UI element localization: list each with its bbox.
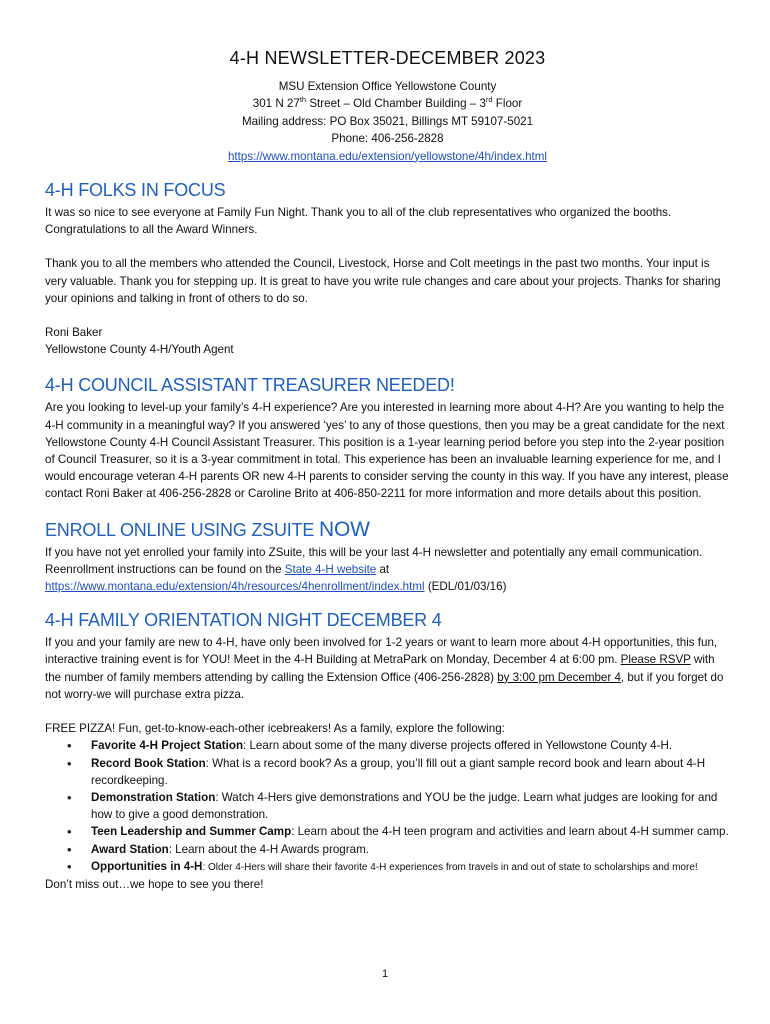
section-folks-in-focus — [45, 179, 730, 358]
section-title-treasurer: 4-H COUNCIL ASSISTANT TREASURER NEEDED! — [45, 375, 455, 396]
section-title-folks: 4-H FOLKS IN FOCUS — [45, 180, 226, 201]
treasurer-paragraph: Are you looking to level-up your family’s 4-H experience? Are you interested in learning more about 4-H? Are you wanting to help the 4-H community in a meaningful way? If you answered ‘yes’ to any of those questions, then you may be a great candidate for the next Yellowstone County 4-H Council Assistant Treasurer. This position is a 1-year learning period before you step into the 2-year position of Council Treasurer, so it is a 3-year commitment in total. This experience has been an invaluable learning experience for me, and I would encourage veteran 4-H parents OR new 4-H parents to consider serving the county in this way. If you have any interest, please contact Roni Baker at 406-256-2828 or Caroline Brito at 406-850-2211 for more information and more details about this position. — [45, 401, 729, 501]
rsvp-deadline: by 3:00 pm December 4 — [497, 670, 621, 684]
station-list — [45, 737, 730, 875]
enrollment-url-link[interactable]: https://www.montana.edu/extension/4h/resources/4henrollment/index.html — [45, 580, 425, 594]
rsvp-text: Please RSVP — [620, 653, 691, 667]
section-assistant-treasurer — [45, 374, 730, 502]
list-item: • Record Book Station: What is a record book? As a group, you’ll fill out a giant sample record book and learn about 4-H recordkeeping. — [91, 755, 730, 789]
list-item: • Opportunities in 4-H: Older 4-Hers will share their favorite 4-H experiences from travels in and out of state to scholarships and more! — [91, 858, 730, 876]
folks-paragraph-1: It was so nice to see everyone at Family Fun Night. Thank you to all of the club representatives who organized the booths. Congratulations to all the Award Winners. — [45, 206, 672, 237]
state-4h-website-link[interactable]: State 4-H website — [284, 562, 377, 576]
orientation-intro: FREE PIZZA! Fun, get-to-know-each-other icebreakers! As a family, explore the following: — [45, 722, 505, 736]
closing-line: Don’t miss out…we hope to see you there! — [45, 877, 264, 891]
section-enroll-online — [45, 519, 730, 596]
folks-paragraph-2: Thank you to all the members who attended the Council, Livestock, Horse and Colt meetings in the past two months. Your input is very valuable. Thank you for stepping up. It is great to have you write rule changes and care about your projects. Thanks for sharing your opinions and talking in front of others to do so. — [45, 257, 721, 305]
page-number: 1 — [381, 968, 389, 980]
list-item: • Award Station: Learn about the 4-H Awards program. — [91, 841, 730, 858]
office-name: MSU Extension Office Yellowstone County — [278, 80, 497, 93]
section-title-orientation: 4-H FAMILY ORIENTATION NIGHT DECEMBER 4 — [45, 610, 442, 631]
office-address: 301 N 27th Street – Old Chamber Building – 3rd Floor — [252, 95, 523, 111]
enroll-paragraph: If you have not yet enrolled your family into ZSuite, this will be your last 4-H newsletter and potentially any email communication. Reenrollment instructions can be found on the State 4-H website at https://www.montana.edu/extension/4h/resources/4henrollment/index.html (EDL/01/03/16) — [45, 545, 703, 594]
section-title-enroll: ENROLL ONLINE USING ZSUITE NOW — [45, 517, 370, 541]
signature-title: Yellowstone County 4-H/Youth Agent — [45, 343, 234, 357]
list-item: • Demonstration Station: Watch 4-Hers give demonstrations and YOU be the judge. Learn what judges are looking for and how to give a good demonstration. — [91, 789, 730, 823]
newsletter-header — [45, 46, 730, 165]
newsletter-page — [45, 40, 730, 893]
orientation-paragraph: If you and your family are new to 4-H, have only been involved for 1-2 years or want to learn more about 4-H opportunities, this fun, interactive training event is for YOU! Meet in the 4-H Building at MetraPark on Monday, December 4 at 6:00 pm. Please RSVP with the number of family members attending by calling the Extension Office (406-256-2828) by 3:00 pm December 4, but if you forget do not worry-we will purchase extra pizza. — [45, 636, 724, 701]
signature-name: Roni Baker — [45, 326, 103, 340]
newsletter-title: 4-H NEWSLETTER-DECEMBER 2023 — [229, 48, 546, 68]
list-item: • Teen Leadership and Summer Camp: Learn about the 4-H teen program and activities and learn about 4-H summer camp. — [91, 823, 730, 840]
section-family-orientation — [45, 609, 730, 893]
phone-number: Phone: 406-256-2828 — [331, 132, 444, 146]
office-website-link[interactable]: https://www.montana.edu/extension/yellowstone/4h/index.html — [227, 149, 547, 163]
mailing-address: Mailing address: PO Box 35021, Billings MT 59107-5021 — [241, 114, 534, 128]
list-item: • Favorite 4-H Project Station: Learn about some of the many diverse projects offered in Yellowstone County 4-H. — [91, 737, 730, 754]
